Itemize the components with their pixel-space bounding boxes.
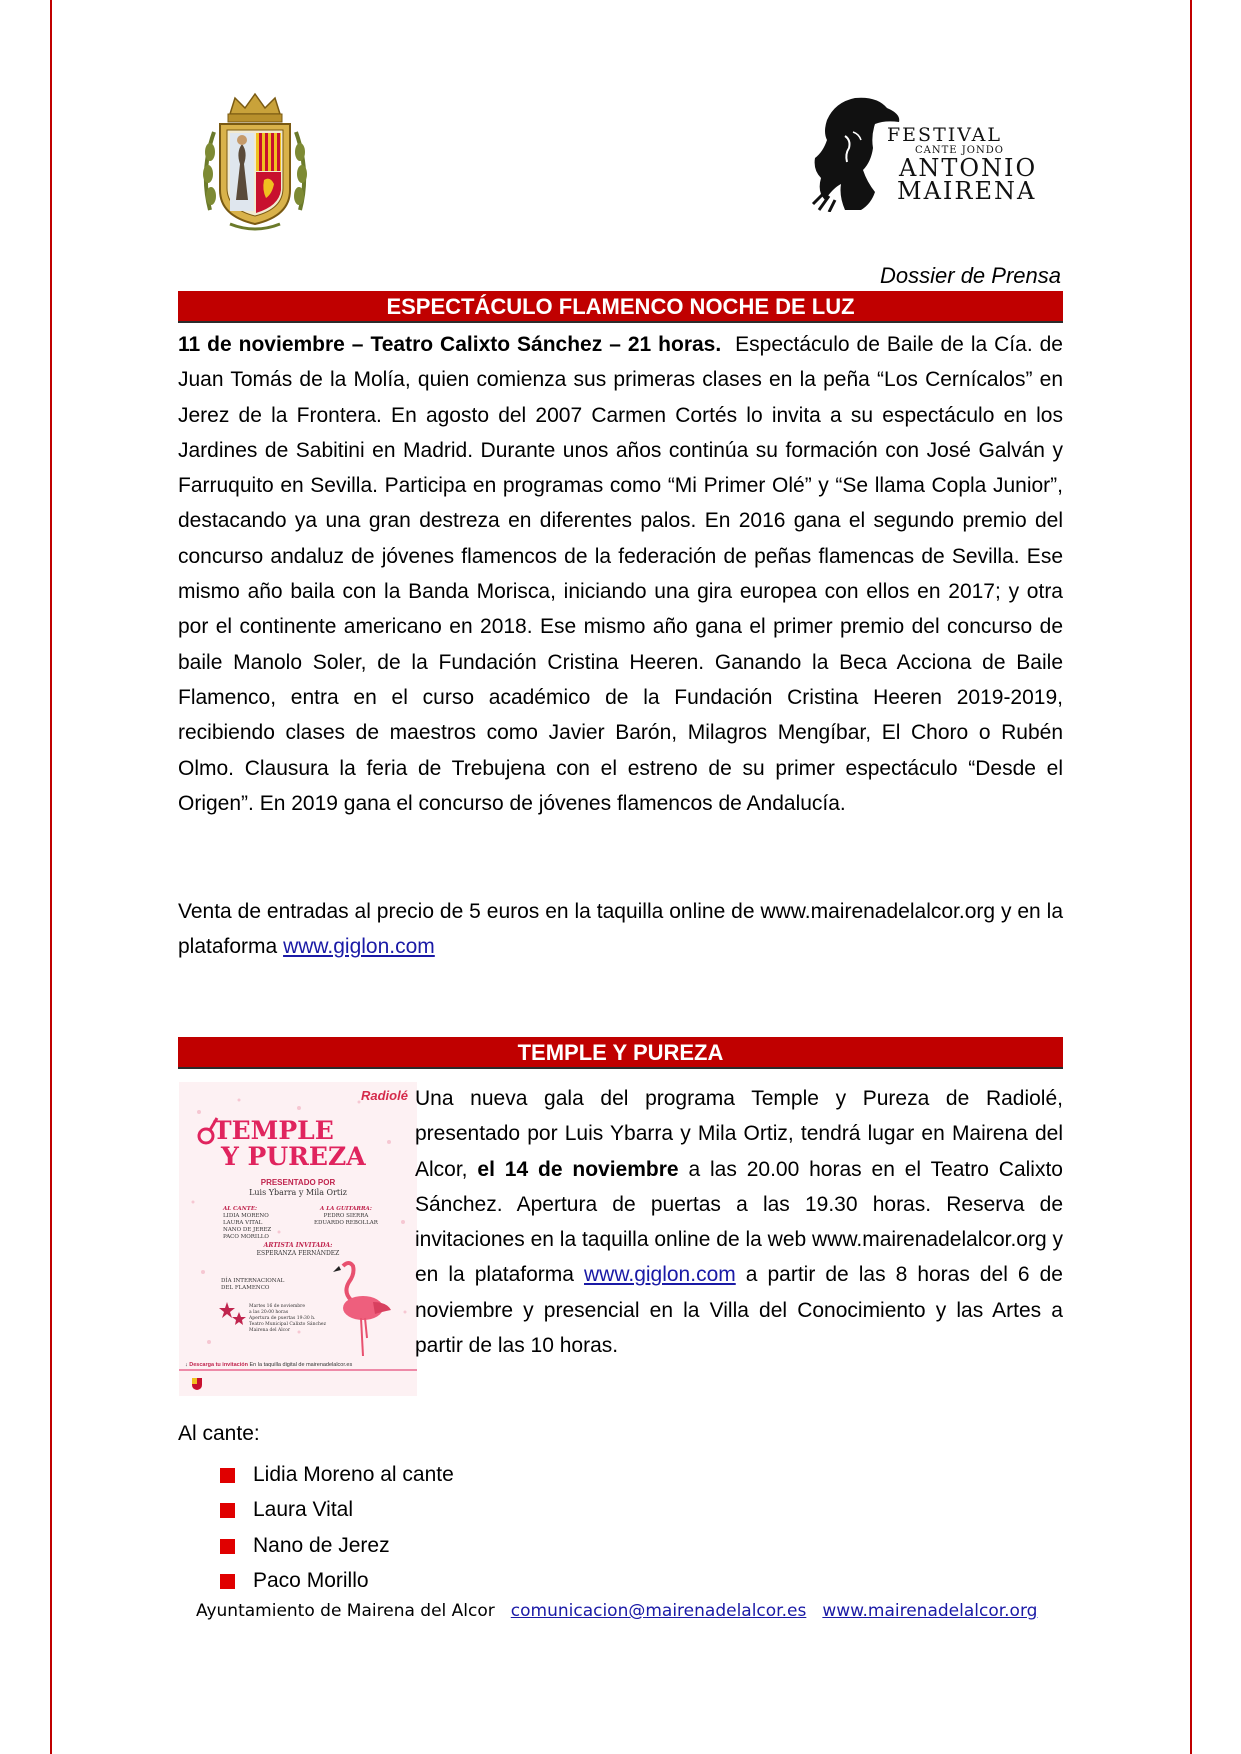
poster-title-line2: Y PUREZA [221,1142,366,1171]
tickets-paragraph [178,894,1063,965]
logo-mairena: MAIRENA [897,177,1037,205]
poster-download-rest: En la taquilla digital de mairenadelalcor.es [249,1362,353,1368]
poster-guitar-name: PEDRO SIERRA [323,1213,369,1219]
poster-details [249,1304,326,1334]
list-item [220,1528,454,1563]
poster-download-bold: Descarga tu invitación [189,1362,248,1368]
square-bullet-icon [220,1574,235,1589]
temple-text-b: a las 20.00 horas en el Teatro Calixto Sánchez. Apertura de puertas a las 19.30 horas. Reserva de invitaciones en la taquilla online de la web www.mairenadelalcor.org y en la plataforma [415,1157,1063,1287]
footer-website-link[interactable]: www.mairenadelalcor.org [822,1601,1038,1621]
temple-date: el 14 de noviembre [477,1157,679,1181]
poster-download: ↓ Descarga tu invitación En la taquilla digital de mairenadelalcor.es [185,1362,353,1368]
poster-stars-icon [219,1300,249,1330]
poster-guitar-column [314,1206,378,1227]
list-item [220,1457,454,1492]
temple-text-c: a partir de las 8 horas del 6 de noviembre y presencial en la Villa del Conocimiento y las Artes a partir de las 10 horas. [415,1263,1063,1358]
poster-guest [179,1242,417,1258]
poster-day-line2: DEL FLAMENCO [221,1285,270,1291]
poster-detail: Martes 16 de noviembre [249,1304,305,1309]
event-body: Espectáculo de Baile de la Cía. de Juan Tomás de la Molía, quien comienza sus primeras clases en la peña “Los Cernícalos” en Jerez de la Frontera. En agosto del 2007 Carmen Cortés lo invita a su espectáculo en los Jardines de Sabitini en Madrid. Durante unos años continúa su formación con José Galván y Farruquito en Sevilla. Participa en programas como “Mi Primer Olé” y “Se llama Copla Junior”, destacando ya una gran destreza en diferentes palos. En 2016 gana el segundo premio del concurso andaluz de jóvenes flamencos de la federación de peñas flamencas de Sevilla. Ese mismo año baila con la Banda Morisca, iniciando una gira europea con ellos en 2017; y otra por el continente americano en 2018. Ese mismo año gana el primer premio del concurso de baile Manolo Soler, de la Fundación Cristina Heeren. Ganando la Beca Acciona de Baile Flamenco, entra en el curso académico de la Fundación Cristina Heeren 2019-2019, recibiendo clases de maestros como Javier Barón, Milagros Mengíbar, El Choro o Rubén Olmo. Clausura la feria de Trebujena con el estreno de su primer espectáculo “Desde el Origen”. En 2019 gana el concurso de jóvenes flamencos de Andalucía. [178,333,1063,815]
square-bullet-icon [220,1539,235,1554]
temple-text-a: Una nueva gala del programa Temple y Pureza de Radiolé, presentado por Luis Ybarra y Mila Ortiz, tendrá lugar en Mairena del Alcor, [415,1087,1063,1181]
poster-cante-heading: AL CANTE: [223,1206,258,1212]
cante-artist: Laura Vital [253,1498,354,1522]
poster-seal-icon [191,1376,203,1390]
poster-title-line1: TEMPLE [213,1116,334,1145]
festival-logo [805,92,1038,212]
poster-brand: Radiolé [361,1088,408,1103]
poster-detail: a las 20:00 horas [249,1310,289,1315]
flamingo-icon [325,1258,395,1358]
poster-guest-name: ESPERANZA FERNÁNDEZ [256,1250,340,1257]
square-bullet-icon [220,1468,235,1483]
section-title-noche-de-luz: ESPECTÁCULO FLAMENCO NOCHE DE LUZ [178,291,1063,323]
square-bullet-icon [220,1503,235,1518]
poster-cante-name: PACO MORILLO [223,1234,269,1240]
dossier-label: Dossier de Prensa [880,263,1061,288]
poster-cante-name: LAURA VITAL [223,1220,263,1226]
poster-detail: Mairena del Alcor [249,1328,291,1333]
cante-list [220,1457,454,1598]
poster-cante-name: NANO DE JEREZ [223,1227,272,1233]
logo-festival: FESTIVAL [887,124,1003,146]
noche-de-luz-description [178,327,1063,821]
poster-title [213,1118,366,1170]
footer-org: Ayuntamiento de Mairena del Alcor [196,1601,495,1621]
poster-day-line1: DÍA INTERNACIONAL [221,1278,285,1284]
event-date-venue: 11 de noviembre – Teatro Calixto Sánchez – 21 horas. [178,333,722,356]
poster-guitar-heading: A LA GUITARRA: [320,1206,372,1212]
poster-cante-column [223,1206,271,1241]
poster-cante-name: LIDIA MORENO [223,1213,269,1219]
logo-cante-jondo: CANTE JONDO [915,145,1004,156]
page-border-left [50,0,52,1754]
page-footer [196,1601,1037,1621]
poster-hosts: Luis Ybarra y Mila Ortiz [249,1188,347,1197]
poster-guitar-name: EDUARDO REBOLLAR [314,1220,378,1226]
poster-detail: Teatro Municipal Calixto Sánchez [249,1322,326,1327]
poster-day [221,1278,284,1292]
poster-presented-by: PRESENTADO POR [260,1178,336,1187]
footer-email-link[interactable]: comunicacion@mairenadelalcor.es [510,1601,807,1621]
poster-guest-heading: ARTISTA INVITADA: [263,1242,333,1249]
cante-artist: Nano de Jerez [253,1533,390,1557]
giglon-link[interactable]: www.giglon.com [283,935,435,959]
poster-detail: Apertura de puertas 19:30 h. [249,1316,316,1321]
list-item [220,1563,454,1598]
temple-y-pureza-poster [179,1082,417,1396]
temple-y-pureza-description [415,1081,1063,1363]
logo-antonio: ANTONIO [899,154,1038,182]
list-item [220,1492,454,1527]
cante-artist: Paco Morillo [253,1568,369,1592]
al-cante-label: Al cante: [178,1422,260,1445]
page-border-right [1190,0,1192,1754]
coat-of-arms-emblem [200,92,310,232]
section-title-temple-y-pureza: TEMPLE Y PUREZA [178,1037,1063,1069]
tickets-text: Venta de entradas al precio de 5 euros en la taquilla online de www.mairenadelalcor.org y en la plataforma [178,900,1063,959]
giglon-link-2[interactable]: www.giglon.com [584,1263,736,1287]
cante-artist: Lidia Moreno al cante [253,1463,454,1486]
